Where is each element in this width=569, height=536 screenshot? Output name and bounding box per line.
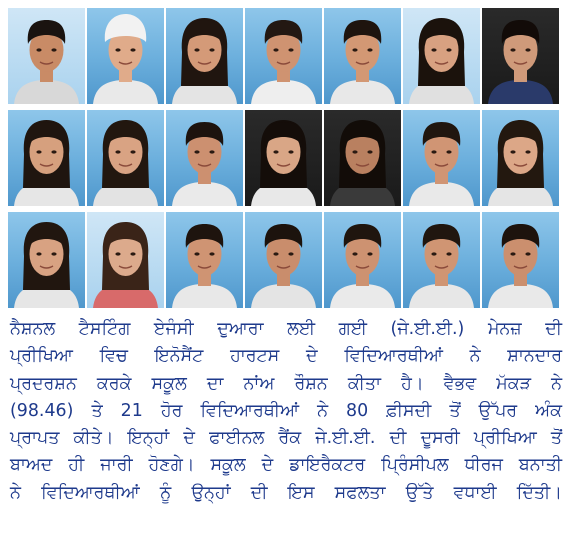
eye-shape — [51, 48, 56, 51]
student-photo-3 — [166, 8, 243, 104]
student-photo-4 — [245, 8, 322, 104]
shirt-shape — [488, 284, 553, 308]
portrait-figure — [166, 212, 243, 308]
portrait-figure — [8, 110, 85, 206]
eye-shape — [209, 150, 214, 153]
portrait-figure — [482, 110, 559, 206]
shirt-shape — [14, 80, 79, 104]
eye-shape — [367, 150, 372, 153]
article-caption — [10, 316, 562, 507]
student-photo-8 — [8, 110, 85, 206]
eye-shape — [36, 252, 41, 255]
student-photo-17 — [166, 212, 243, 308]
student-photo-10 — [166, 110, 243, 206]
eye-shape — [352, 48, 357, 51]
eye-shape — [510, 150, 515, 153]
eye-shape — [130, 150, 135, 153]
student-photo-6 — [403, 8, 480, 104]
caption-line-4: (98.46) ਤੇ 21 ਹੋਰ ਵਿਦਿਆਰਥੀਆਂ ਨੇ 80 ਫ਼ੀਸਦੀ ਤੋਂ ਉੱਪਰ ਅੰਕ — [10, 400, 562, 421]
portrait-figure — [8, 212, 85, 308]
portrait-figure — [87, 212, 164, 308]
student-photo-13 — [403, 110, 480, 206]
eye-shape — [510, 252, 515, 255]
eye-shape — [446, 252, 451, 255]
portrait-figure — [8, 8, 85, 104]
eye-shape — [273, 252, 278, 255]
student-photo-18 — [245, 212, 322, 308]
eye-shape — [288, 150, 293, 153]
portrait-figure — [87, 8, 164, 104]
portrait-figure — [87, 110, 164, 206]
shirt-shape — [172, 182, 237, 206]
student-photo-grid — [8, 8, 561, 308]
caption-line-1: ਨੈਸ਼ਨਲ ਟੈਸਟਿੰਗ ਏਜੰਸੀ ਦੁਆਰਾ ਲਈ ਗਈ (ਜੇ.ਈ.ਈ.) ਮੇਨਜ਼ ਦੀ — [10, 319, 562, 339]
student-photo-9 — [87, 110, 164, 206]
eye-shape — [115, 252, 120, 255]
student-photo-7 — [482, 8, 559, 104]
eye-shape — [352, 252, 357, 255]
student-photo-14 — [482, 110, 559, 206]
shirt-shape — [251, 284, 316, 308]
caption-line-7: ਨੇ ਵਿਦਿਆਰਥੀਆਂ ਨੂੰ ਉਨ੍ਹਾਂ ਦੀ ਇਸ ਸਫਲਤਾ ਉੱਤੇ ਵਧਾਈ ਦਿੱਤੀ। — [10, 482, 562, 503]
student-photo-20 — [403, 212, 480, 308]
eye-shape — [36, 48, 41, 51]
student-photo-1 — [8, 8, 85, 104]
portrait-figure — [245, 110, 322, 206]
eye-shape — [367, 252, 372, 255]
portrait-figure — [403, 212, 480, 308]
student-photo-11 — [245, 110, 322, 206]
eye-shape — [367, 48, 372, 51]
eye-shape — [510, 48, 515, 51]
student-photo-15 — [8, 212, 85, 308]
student-photo-12 — [324, 110, 401, 206]
eye-shape — [273, 150, 278, 153]
eye-shape — [194, 252, 199, 255]
shirt-shape — [330, 80, 395, 104]
portrait-figure — [324, 8, 401, 104]
eye-shape — [431, 48, 436, 51]
eye-shape — [288, 252, 293, 255]
caption-line-3: ਪ੍ਰਦਰਸ਼ਨ ਕਰਕੇ ਸਕੂਲ ਦਾ ਨਾਂਅ ਰੌਸ਼ਨ ਕੀਤਾ ਹੈ। ਵੈਭਵ ਮੱਕੜ ਨੇ — [10, 373, 562, 394]
portrait-figure — [403, 8, 480, 104]
eye-shape — [51, 252, 56, 255]
student-photo-5 — [324, 8, 401, 104]
eye-shape — [446, 150, 451, 153]
eye-shape — [130, 48, 135, 51]
shirt-shape — [488, 80, 553, 104]
student-photo-19 — [324, 212, 401, 308]
eye-shape — [288, 48, 293, 51]
eye-shape — [209, 48, 214, 51]
portrait-figure — [482, 212, 559, 308]
shirt-shape — [172, 284, 237, 308]
eye-shape — [273, 48, 278, 51]
portrait-figure — [324, 212, 401, 308]
portrait-figure — [245, 212, 322, 308]
portrait-figure — [166, 110, 243, 206]
eye-shape — [431, 150, 436, 153]
portrait-figure — [324, 110, 401, 206]
eye-shape — [352, 150, 357, 153]
eye-shape — [115, 150, 120, 153]
eye-shape — [525, 150, 530, 153]
eye-shape — [115, 48, 120, 51]
eye-shape — [194, 150, 199, 153]
shirt-shape — [409, 284, 474, 308]
eye-shape — [525, 252, 530, 255]
student-photo-16 — [87, 212, 164, 308]
shirt-shape — [93, 80, 158, 104]
caption-line-2: ਪ੍ਰੀਖਿਆ ਵਿਚ ਇਨੋਸੈਂਟ ਹਾਰਟਸ ਦੇ ਵਿਦਿਆਰਥੀਆਂ ਨੇ ਸ਼ਾਨਦਾਰ — [10, 346, 562, 367]
eye-shape — [446, 48, 451, 51]
portrait-figure — [403, 110, 480, 206]
portrait-figure — [245, 8, 322, 104]
caption-line-6: ਬਾਅਦ ਹੀ ਜਾਰੀ ਹੋਣਗੇ। ਸਕੂਲ ਦੇ ਡਾਇਰੈਕਟਰ ਪ੍ਰਿੰਸੀਪਲ ਧੀਰਜ ਬਨਾਤੀ — [10, 455, 562, 476]
eye-shape — [194, 48, 199, 51]
shirt-shape — [409, 182, 474, 206]
eye-shape — [525, 48, 530, 51]
eye-shape — [51, 150, 56, 153]
student-photo-2 — [87, 8, 164, 104]
eye-shape — [130, 252, 135, 255]
eye-shape — [36, 150, 41, 153]
shirt-shape — [251, 80, 316, 104]
caption-line-5: ਪ੍ਰਾਪਤ ਕੀਤੇ। ਇਨ੍ਹਾਂ ਦੇ ਫਾਈਨਲ ਰੈਂਕ ਜੇ.ਈ.ਈ. ਦੀ ਦੂਸਰੀ ਪ੍ਰੀਖਿਆ ਤੋਂ — [10, 428, 562, 449]
eye-shape — [431, 252, 436, 255]
eye-shape — [209, 252, 214, 255]
shirt-shape — [330, 284, 395, 308]
student-photo-21 — [482, 212, 559, 308]
portrait-figure — [166, 8, 243, 104]
portrait-figure — [482, 8, 559, 104]
